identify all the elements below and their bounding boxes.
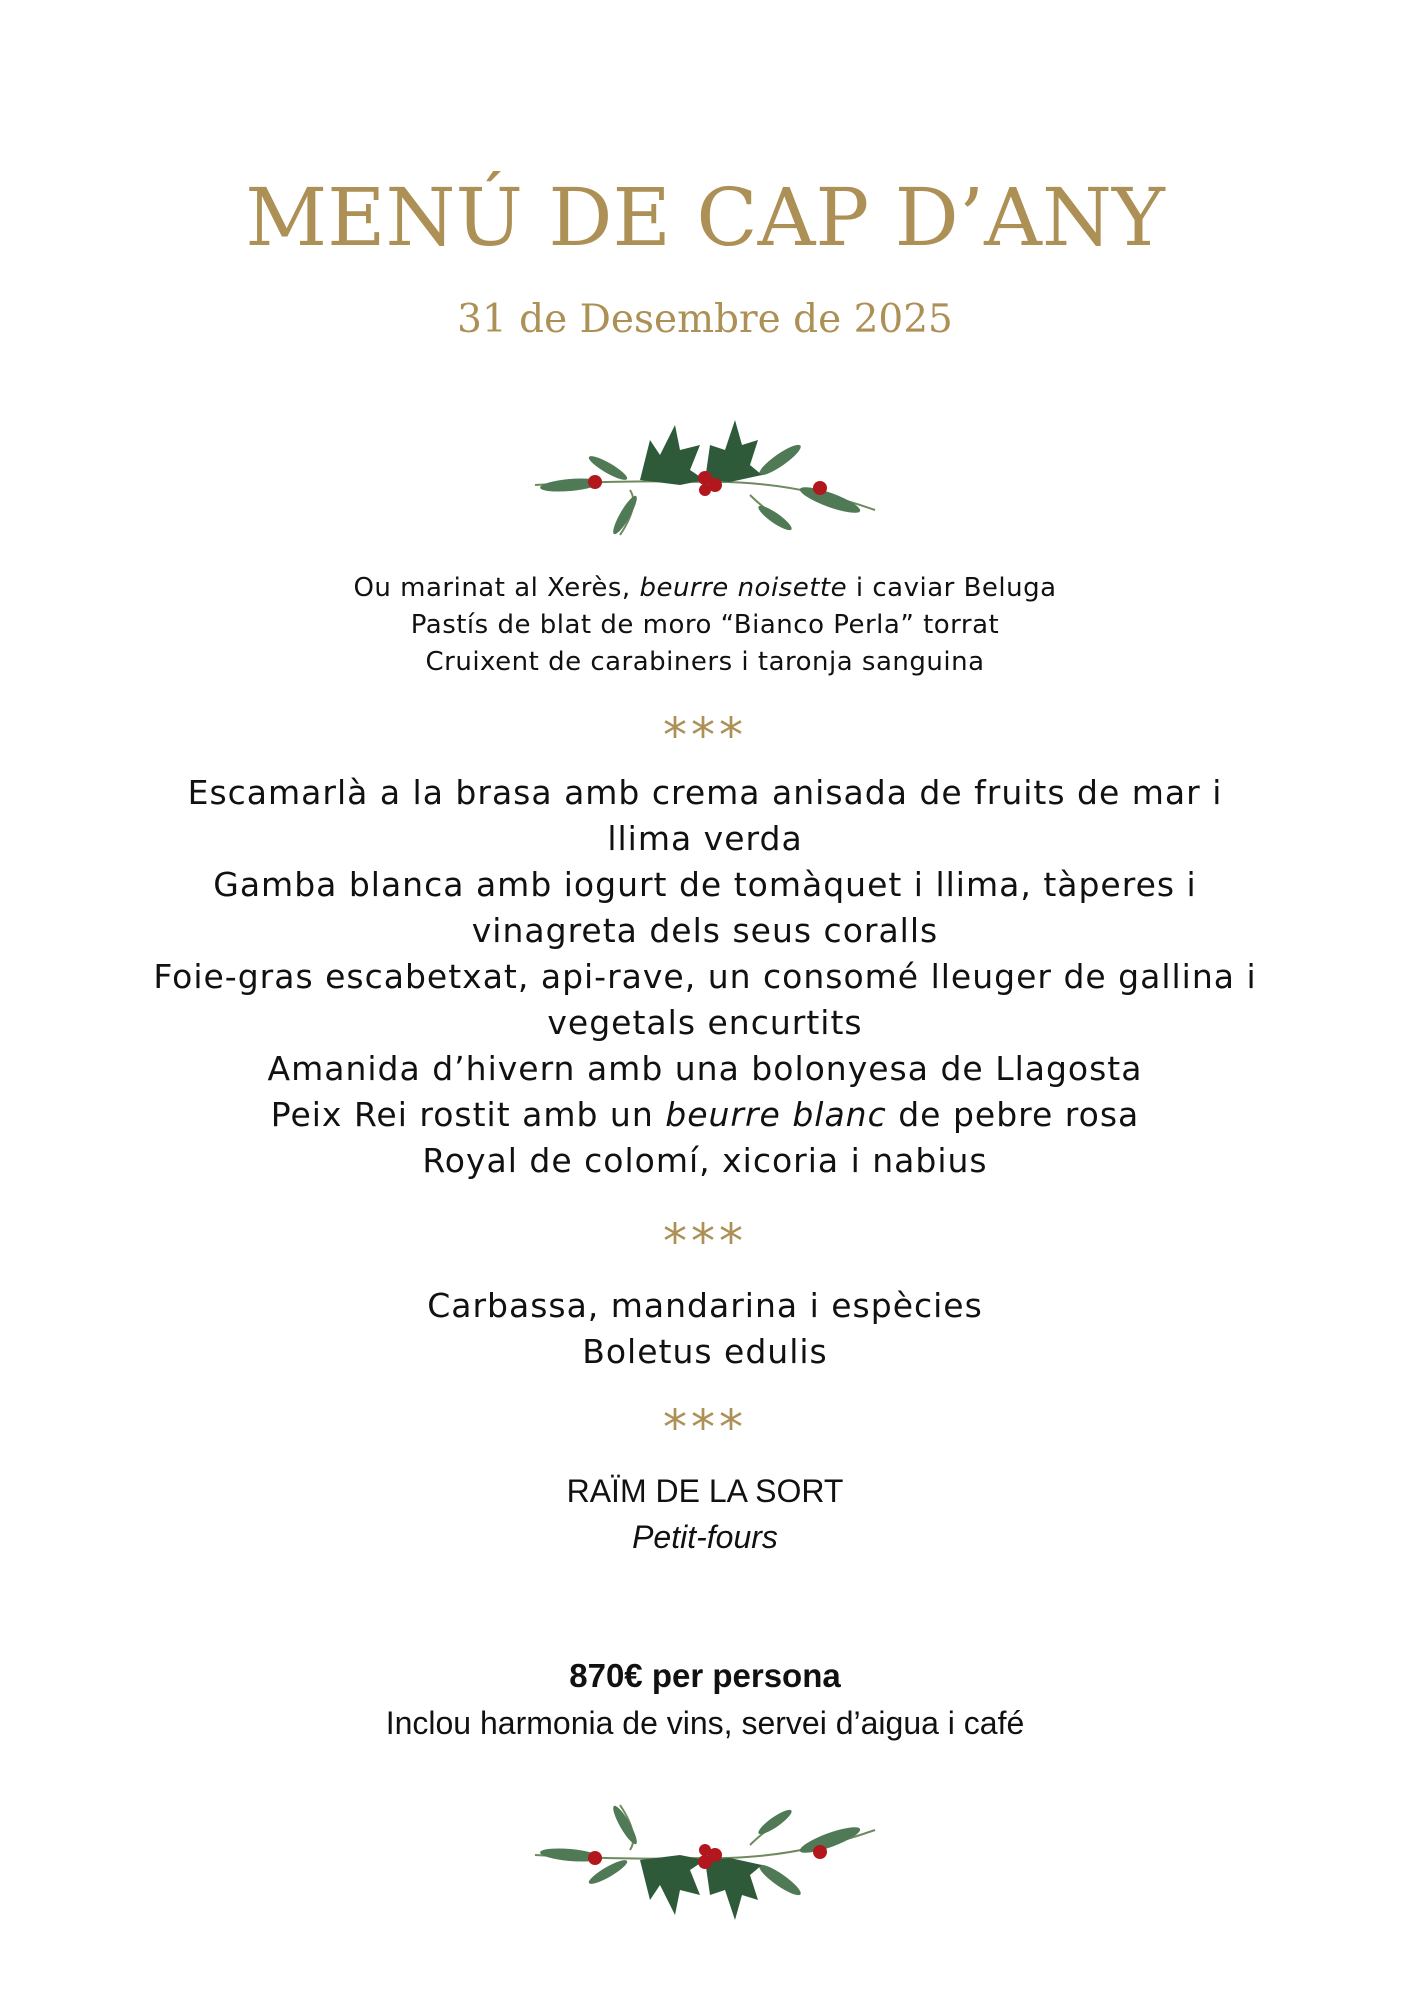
appetizer-item: Cruixent de carabiners i taronja sanguina: [425, 647, 985, 677]
section-separator: ***: [663, 1214, 747, 1270]
dessert-item: Carbassa, mandarina i espècies: [427, 1286, 983, 1325]
menu-title: MENÚ DE CAP D’ANY: [245, 171, 1165, 264]
main-item: llima verda: [607, 819, 803, 858]
menu-date: 31 de Desembre de 2025: [457, 297, 953, 342]
main-item: Gamba blanca amb iogurt de tomàquet i llima, tàperes i: [213, 865, 1197, 904]
section-separator: ***: [663, 1400, 747, 1456]
holly-decoration-top-icon: [530, 410, 880, 540]
section-separator: ***: [663, 708, 747, 764]
finale-section: [0, 1468, 1410, 1560]
appetizer-item: Ou marinat al Xerès, beurre noisette i caviar Beluga: [353, 573, 1057, 603]
main-item: Peix Rei rostit amb un beurre blanc de pebre rosa: [270, 1095, 1140, 1134]
main-item: Amanida d’hivern amb una bolonyesa de Llagosta: [267, 1049, 1143, 1088]
main-item: vegetals encurtits: [547, 1003, 863, 1042]
main-item: Escamarlà a la brasa amb crema anisada de fruits de mar i: [187, 773, 1223, 812]
main-item: Foie-gras escabetxat, api-rave, un consomé lleuger de gallina i: [153, 957, 1257, 996]
holly-decoration-bottom-icon: [530, 1800, 880, 1930]
price-includes: Inclou harmonia de vins, servei d’aigua i café: [385, 1705, 1025, 1741]
appetizers-section: [0, 570, 1410, 681]
mains-section: [0, 770, 1410, 1184]
main-item: Royal de colomí, xicoria i nabius: [422, 1141, 988, 1180]
appetizer-item: Pastís de blat de moro “Bianco Perla” torrat: [410, 610, 1000, 640]
price: 870€ per persona: [569, 1657, 841, 1694]
dessert-item: Boletus edulis: [582, 1332, 828, 1371]
main-item: vinagreta dels seus coralls: [471, 911, 939, 950]
finale-subtitle: Petit-fours: [632, 1519, 778, 1555]
finale-title: RAÏM DE LA SORT: [566, 1473, 844, 1509]
desserts-section: [0, 1283, 1410, 1375]
